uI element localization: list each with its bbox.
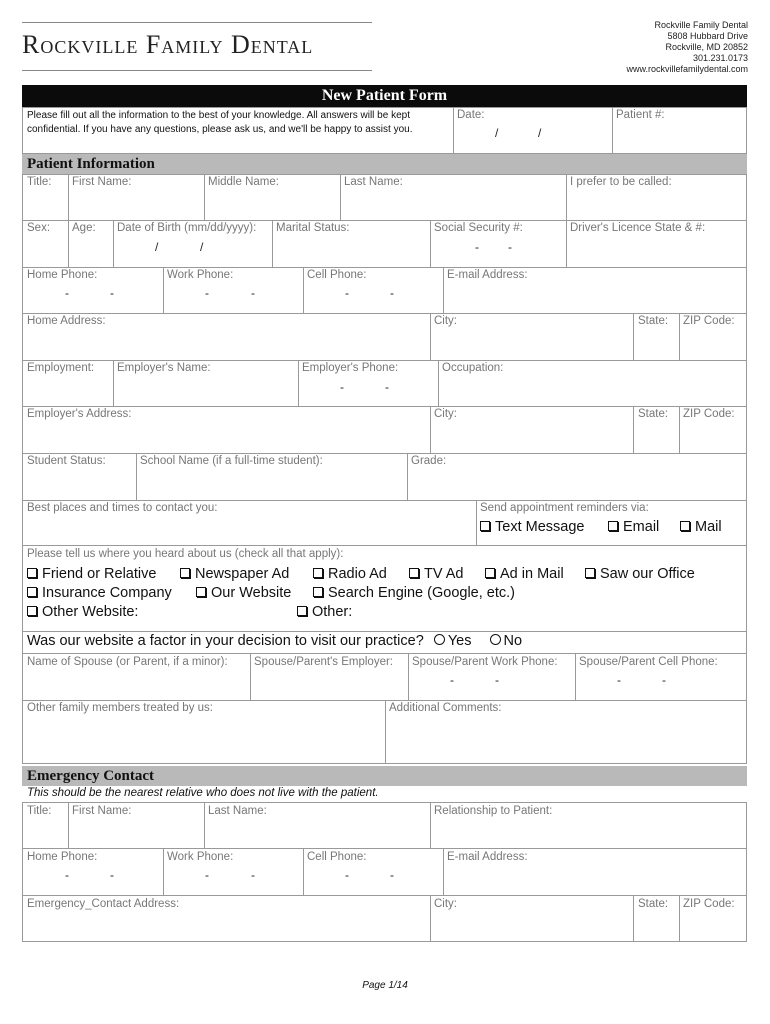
employer-state-field[interactable]: State: bbox=[638, 408, 669, 420]
heard-about-label: Please tell us where you heard about us (check all that apply): bbox=[27, 548, 344, 560]
checkbox-icon bbox=[680, 521, 690, 531]
checkbox-icon bbox=[409, 568, 419, 578]
marital-status-field[interactable]: Marital Status: bbox=[276, 222, 350, 234]
ec-last-name-field[interactable]: Last Name: bbox=[208, 805, 267, 817]
address-line: 301.231.0173 bbox=[692, 53, 748, 63]
dob-slash: / bbox=[155, 240, 159, 254]
dob-slash: / bbox=[200, 240, 204, 254]
checkbox-label: Newspaper Ad bbox=[195, 566, 290, 582]
radio-label: No bbox=[503, 633, 523, 649]
cell-phone-field[interactable]: Cell Phone: bbox=[307, 269, 367, 281]
row-line bbox=[22, 220, 747, 221]
checkbox-icon bbox=[480, 521, 490, 531]
row-line bbox=[22, 313, 747, 314]
checkbox-icon bbox=[313, 587, 323, 597]
heard-friend-checkbox[interactable] bbox=[27, 566, 156, 582]
checkbox-icon bbox=[196, 587, 206, 597]
phone-dash: - bbox=[385, 380, 389, 394]
ssn-field[interactable]: Social Security #: bbox=[434, 222, 523, 234]
heard-radio-checkbox[interactable] bbox=[313, 566, 387, 582]
divider bbox=[453, 107, 454, 154]
spouse-name-field[interactable]: Name of Spouse (or Parent, if a minor): bbox=[27, 656, 228, 668]
address-line: Rockville Family Dental bbox=[654, 20, 748, 30]
phone-dash: - bbox=[450, 673, 454, 687]
age-field[interactable]: Age: bbox=[72, 222, 96, 234]
page-number: Page 1/14 bbox=[362, 980, 408, 991]
ec-work-phone-field[interactable]: Work Phone: bbox=[167, 851, 234, 863]
website-question bbox=[27, 633, 522, 649]
spouse-work-phone-field[interactable]: Spouse/Parent Work Phone: bbox=[412, 656, 558, 668]
last-name-field[interactable]: Last Name: bbox=[344, 176, 403, 188]
row-line bbox=[22, 267, 747, 268]
phone-dash: - bbox=[65, 868, 69, 882]
phone-dash: - bbox=[345, 868, 349, 882]
phone-dash: - bbox=[390, 868, 394, 882]
intro-text: Please fill out all the information to the best of your knowledge. All answers will be kept confidential. If you have any questions, please ask us, and we'll be happy to assist you. bbox=[27, 110, 413, 135]
emergency-grid bbox=[22, 802, 747, 942]
school-name-field[interactable]: School Name (if a full-time student): bbox=[140, 455, 323, 467]
home-phone-field[interactable]: Home Phone: bbox=[27, 269, 98, 281]
address-line: www.rockvillefamilydental.com bbox=[626, 64, 748, 74]
checkbox-label: Our Website bbox=[211, 585, 292, 601]
practice-name: Rockville Family Dental bbox=[22, 30, 314, 59]
row-line bbox=[22, 631, 747, 632]
ec-home-phone-field[interactable]: Home Phone: bbox=[27, 851, 98, 863]
phone-dash: - bbox=[662, 673, 666, 687]
ec-state-field[interactable]: State: bbox=[638, 898, 669, 910]
phone-dash: - bbox=[495, 673, 499, 687]
checkbox-label: Mail bbox=[695, 519, 722, 535]
checkbox-label: Ad in Mail bbox=[500, 566, 564, 582]
patient-info-grid bbox=[22, 174, 747, 764]
patient-number-field[interactable]: Patient #: bbox=[616, 109, 665, 121]
occupation-field[interactable]: Occupation: bbox=[442, 362, 504, 374]
phone-dash: - bbox=[345, 286, 349, 300]
heard-newspaper-checkbox[interactable] bbox=[180, 566, 289, 582]
phone-dash: - bbox=[65, 286, 69, 300]
row-line bbox=[22, 500, 747, 501]
checkbox-label: Insurance Company bbox=[42, 585, 172, 601]
checkbox-icon bbox=[313, 568, 323, 578]
checkbox-label: Other Website: bbox=[42, 604, 139, 620]
home-address-field[interactable]: Home Address: bbox=[27, 315, 106, 327]
state-field[interactable]: State: bbox=[638, 315, 669, 327]
middle-name-field[interactable]: Middle Name: bbox=[208, 176, 279, 188]
checkbox-label: Search Engine (Google, etc.) bbox=[328, 585, 515, 601]
spouse-employer-field[interactable]: Spouse/Parent's Employer: bbox=[254, 656, 393, 668]
zip-field[interactable]: ZIP Code: bbox=[683, 315, 735, 327]
address-line: Rockville, MD 20852 bbox=[665, 42, 748, 52]
ec-email-field[interactable]: E-mail Address: bbox=[447, 851, 528, 863]
divider bbox=[612, 107, 613, 154]
employer-phone-field[interactable]: Employer's Phone: bbox=[302, 362, 399, 374]
city-field[interactable]: City: bbox=[434, 315, 457, 327]
row-line bbox=[22, 360, 747, 361]
checkbox-label: Radio Ad bbox=[328, 566, 387, 582]
employment-field[interactable]: Employment: bbox=[27, 362, 95, 374]
reminder-text-checkbox[interactable] bbox=[480, 519, 584, 535]
ssn-dash: - bbox=[508, 240, 512, 254]
row-line bbox=[22, 453, 747, 454]
practice-address bbox=[626, 20, 748, 75]
emergency-note: This should be the nearest relative who does not live with the patient. bbox=[27, 787, 379, 799]
phone-dash: - bbox=[205, 868, 209, 882]
ssn-dash: - bbox=[475, 240, 479, 254]
heard-search-checkbox[interactable] bbox=[313, 585, 515, 601]
phone-dash: - bbox=[251, 286, 255, 300]
emergency-contact-title: Emergency Contact bbox=[27, 768, 155, 784]
checkbox-icon bbox=[27, 568, 37, 578]
student-status-field[interactable]: Student Status: bbox=[27, 455, 106, 467]
sex-field[interactable]: Sex: bbox=[27, 222, 51, 234]
grade-field[interactable]: Grade: bbox=[411, 455, 447, 467]
date-slash: / bbox=[538, 126, 542, 140]
ec-address-field[interactable]: Emergency_Contact Address: bbox=[27, 898, 180, 910]
date-field[interactable]: Date: bbox=[457, 109, 485, 121]
radio-icon bbox=[490, 634, 501, 645]
spouse-cell-phone-field[interactable]: Spouse/Parent Cell Phone: bbox=[579, 656, 718, 668]
ec-city-field[interactable]: City: bbox=[434, 898, 457, 910]
row-line bbox=[22, 406, 747, 407]
heard-other-website-checkbox[interactable] bbox=[27, 604, 138, 620]
checkbox-icon bbox=[297, 606, 307, 616]
checkbox-label: TV Ad bbox=[424, 566, 464, 582]
reminder-email-checkbox[interactable] bbox=[608, 519, 659, 535]
preferred-name-field[interactable]: I prefer to be called: bbox=[570, 176, 672, 188]
checkbox-icon bbox=[180, 568, 190, 578]
website-yes-radio[interactable] bbox=[434, 633, 472, 649]
checkbox-label: Other: bbox=[312, 604, 353, 620]
employer-name-field[interactable]: Employer's Name: bbox=[117, 362, 211, 374]
heard-insurance-checkbox[interactable] bbox=[27, 585, 172, 601]
checkbox-label: Friend or Relative bbox=[42, 566, 157, 582]
checkbox-label: Email bbox=[623, 519, 660, 535]
employer-zip-field[interactable]: ZIP Code: bbox=[683, 408, 735, 420]
radio-label: Yes bbox=[447, 633, 472, 649]
heard-mail-ad-checkbox[interactable] bbox=[485, 566, 564, 582]
reminders-label: Send appointment reminders via: bbox=[480, 502, 649, 514]
ec-cell-phone-field[interactable]: Cell Phone: bbox=[307, 851, 367, 863]
checkbox-label: Text Message bbox=[495, 519, 585, 535]
ec-zip-field[interactable]: ZIP Code: bbox=[683, 898, 735, 910]
phone-dash: - bbox=[110, 286, 114, 300]
title-field[interactable]: Title: bbox=[27, 176, 52, 188]
checkbox-icon bbox=[27, 606, 37, 616]
checkbox-icon bbox=[585, 568, 595, 578]
address-line: 5808 Hubbard Drive bbox=[667, 31, 748, 41]
other-family-field[interactable]: Other family members treated by us: bbox=[27, 702, 213, 714]
row-line bbox=[22, 653, 747, 654]
row-line bbox=[22, 545, 747, 546]
ec-title-field[interactable]: Title: bbox=[27, 805, 52, 817]
letterhead-rule-top bbox=[22, 22, 372, 23]
website-no-radio[interactable] bbox=[490, 633, 523, 649]
phone-dash: - bbox=[205, 286, 209, 300]
checkbox-icon bbox=[485, 568, 495, 578]
heard-other-checkbox[interactable] bbox=[297, 604, 352, 620]
form-title: New Patient Form bbox=[321, 87, 448, 104]
phone-dash: - bbox=[390, 286, 394, 300]
radio-icon bbox=[434, 634, 445, 645]
website-question-text: Was our website a factor in your decision to visit our practice? bbox=[27, 633, 424, 649]
work-phone-field[interactable]: Work Phone: bbox=[167, 269, 234, 281]
first-name-field[interactable]: First Name: bbox=[72, 176, 132, 188]
phone-dash: - bbox=[617, 673, 621, 687]
best-contact-field[interactable]: Best places and times to contact you: bbox=[27, 502, 218, 514]
ec-relationship-field[interactable]: Relationship to Patient: bbox=[434, 805, 553, 817]
reminder-mail-checkbox[interactable] bbox=[680, 519, 722, 535]
checkbox-label: Saw our Office bbox=[600, 566, 695, 582]
patient-info-title: Patient Information bbox=[27, 156, 155, 172]
license-field[interactable]: Driver's Licence State & #: bbox=[570, 222, 706, 234]
additional-comments-field[interactable]: Additional Comments: bbox=[389, 702, 502, 714]
ec-first-name-field[interactable]: First Name: bbox=[72, 805, 132, 817]
phone-dash: - bbox=[251, 868, 255, 882]
checkbox-icon bbox=[608, 521, 618, 531]
phone-dash: - bbox=[110, 868, 114, 882]
letterhead-rule-bottom bbox=[22, 70, 372, 71]
email-field[interactable]: E-mail Address: bbox=[447, 269, 528, 281]
date-slash: / bbox=[495, 126, 499, 140]
checkbox-icon bbox=[27, 587, 37, 597]
dob-field[interactable]: Date of Birth (mm/dd/yyyy): bbox=[117, 222, 257, 234]
heard-tv-checkbox[interactable] bbox=[409, 566, 464, 582]
phone-dash: - bbox=[340, 380, 344, 394]
heard-website-checkbox[interactable] bbox=[196, 585, 291, 601]
employer-address-field[interactable]: Employer's Address: bbox=[27, 408, 132, 420]
employer-city-field[interactable]: City: bbox=[434, 408, 457, 420]
heard-office-checkbox[interactable] bbox=[585, 566, 695, 582]
